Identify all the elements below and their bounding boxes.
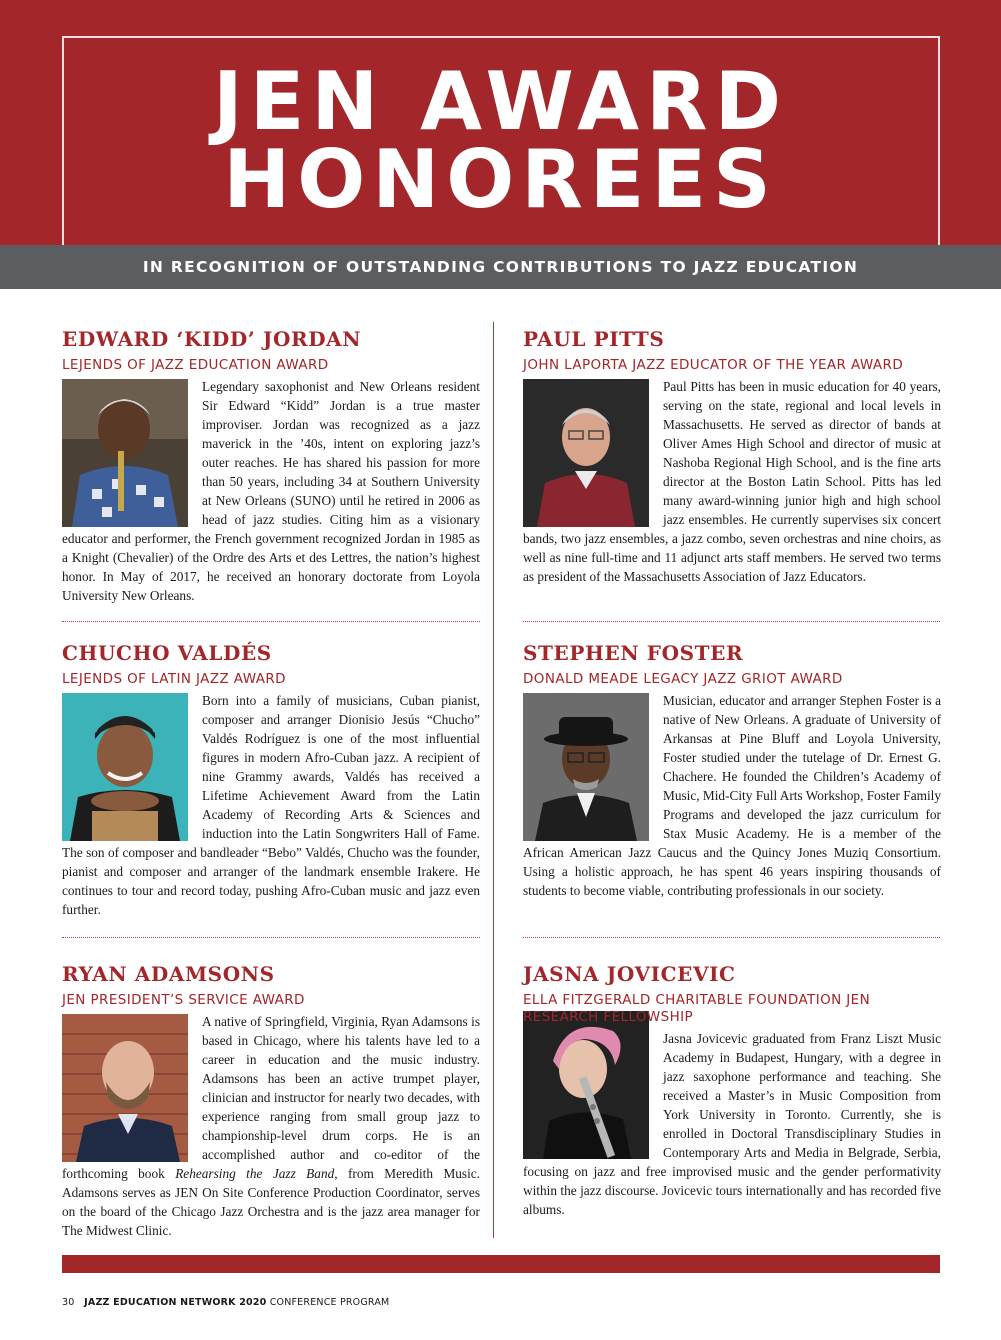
award-title: ELLA FITZGERALD CHARITABLE FOUNDATION JEN RESEARCH FELLOWSHIP: [523, 992, 871, 1025]
honoree-bio: A native of Springfield, Virginia, Ryan Adamsons is based in Chicago, where his talents have led to a career in education and the music industry. Adamsons has been an active trumpet player, clinician and instructor for nearly two decades, with experience ranging from small group jazz to championship-level drum corps. He is an accomplished author and co-editor of the forthcoming book Rehearsing the Jazz Band, from Meredith Music. Adamsons serves as JEN On Site Conference Production Coordinator, serves on the board of the Chicago Jazz Orchestra and is the jazz area manager for The Midwest Clinic.: [62, 1014, 481, 1238]
honoree-name: CHUCHO VALDÉS: [62, 641, 272, 665]
honoree-photo: [62, 1014, 188, 1162]
page-title-line-2: HONOREES: [223, 133, 778, 226]
footer-section: CONFERENCE PROGRAM: [269, 1297, 390, 1308]
honoree-name: STEPHEN FOSTER: [523, 641, 744, 665]
honoree-photo: [62, 693, 188, 841]
honoree-bio: Jasna Jovicevic graduated from Franz Liszt Music Academy in Budapest, Hungary, with a degree in jazz saxophone performance and teaching. She received a Master’s in Music Composition from York University in Toronto. Currently, she is enrolled in Doctoral Transdisciplinary Studies in Contemporary Arts and Media in Belgrade, Serbia, focusing on jazz and free improvised music and the gender performativity within the jazz discourse. Jovicevic tours internationally and has recorded five albums.: [523, 1029, 941, 1219]
honoree-photo: [523, 693, 649, 841]
honoree-card: [523, 641, 941, 900]
section-divider: [62, 937, 480, 938]
honoree-card: [523, 962, 941, 1219]
honoree-photo: [523, 1011, 649, 1159]
section-divider: [523, 621, 940, 622]
page-number: 30: [62, 1297, 75, 1308]
section-divider: [523, 937, 940, 938]
footer-bar: [62, 1255, 940, 1273]
honoree-name: PAUL PITTS: [523, 327, 665, 351]
publication-name: JAZZ EDUCATION NETWORK 2020: [84, 1297, 267, 1308]
honoree-card: [62, 641, 480, 919]
section-divider: [62, 621, 480, 622]
award-title: DONALD MEADE LEGACY JAZZ GRIOT AWARD: [523, 671, 843, 687]
subtitle-bar: IN RECOGNITION OF OUTSTANDING CONTRIBUTIONS TO JAZZ EDUCATION: [0, 245, 1001, 289]
award-title: JOHN LAPORTA JAZZ EDUCATOR OF THE YEAR AWARD: [523, 357, 904, 373]
honoree-name: JASNA JOVICEVIC: [523, 962, 736, 986]
honoree-name: EDWARD ‘KIDD’ JORDAN: [62, 327, 362, 351]
award-title: LEJENDS OF LATIN JAZZ AWARD: [62, 671, 286, 687]
award-title: LEJENDS OF JAZZ EDUCATION AWARD: [62, 357, 329, 373]
honoree-bio: Musician, educator and arranger Stephen Foster is a native of New Orleans. A graduate of University of Arkansas at Pine Bluff and Loyola University, Foster studied under the tutelage of Dr. Ernest G. Chachere. He founded the Children’s Academy of Music, Mid-City Full Arts Workshop, Foster Family Programs and developed the jazz curriculum for Stax Music Academy. He is a member of the African American Jazz Caucus and the Quincy Jones Muziq Consortium. Using a holistic approach, he has spent 46 years inspiring thousands of students to become viable, contributing professionals in our society.: [523, 693, 941, 898]
honoree-bio: Legendary saxophonist and New Orleans resident Sir Edward “Kidd” Jordan is a true master improviser. Jordan was recognized as a jazz maverick in the ’40s, intent on exploring jazz’s outer reaches. He has shared his passion for more than 50 years, including 34 at Southern University at New Orleans (SUNO) until he retired in 2006 as head of jazz studies. Citing him as a visionary educator and performer, the French government recognized Jordan in 1985 as a Knight (Chevalier) of the Ordre des Arts et des Lettres, the nation’s highest honor. In May of 2017, he received an honorary doctorate from Loyola University New Orleans.: [62, 379, 480, 603]
header-banner: [0, 0, 1001, 245]
award-title: JEN PRESIDENT’S SERVICE AWARD: [62, 992, 305, 1008]
honoree-bio: Born into a family of musicians, Cuban pianist, composer and arranger Dionisio Jesús “Chucho” Valdés Rodríguez is one of the most influential figures in modern Afro-Cuban jazz. A recipient of nine Grammy awards, Valdés has received a Lifetime Achievement Award from the Latin Academy of Recording Arts & Sciences and induction into the Latin Songwriters Hall of Fame. The son of composer and bandleader “Bebo” Valdés, Chucho was the founder, pianist and composer and arranger of the landmark ensemble Irakere. He continues to tour and record today, pushing Afro-Cuban music and jazz even further.: [62, 693, 480, 917]
honoree-photo: [523, 379, 649, 527]
column-divider: [493, 322, 494, 1238]
honoree-card: [62, 327, 480, 605]
honoree-name: RYAN ADAMSONS: [62, 962, 275, 986]
page-footer: [62, 1297, 389, 1308]
honoree-photo: [62, 379, 188, 527]
honoree-card: [62, 962, 480, 1240]
honoree-bio: Paul Pitts has been in music education for 40 years, serving on the state, regional and local levels in Massachusetts. He served as director of bands at Oliver Ames High School and director of music at Nashoba Regional High School, and is the fine arts director at the Boston Latin School. Pitts has led many award-winning junior high and high school jazz ensembles. He currently supervises six concert bands, two jazz ensembles, a jazz combo, seven orchestras and nine choirs, as well as nine full-time and 11 adjunct arts staff members. He served two terms as president of the Massachusetts Association of Jazz Educators.: [523, 379, 941, 584]
page-title-line-1: JEN AWARD: [212, 55, 789, 148]
honoree-card: [523, 327, 941, 586]
